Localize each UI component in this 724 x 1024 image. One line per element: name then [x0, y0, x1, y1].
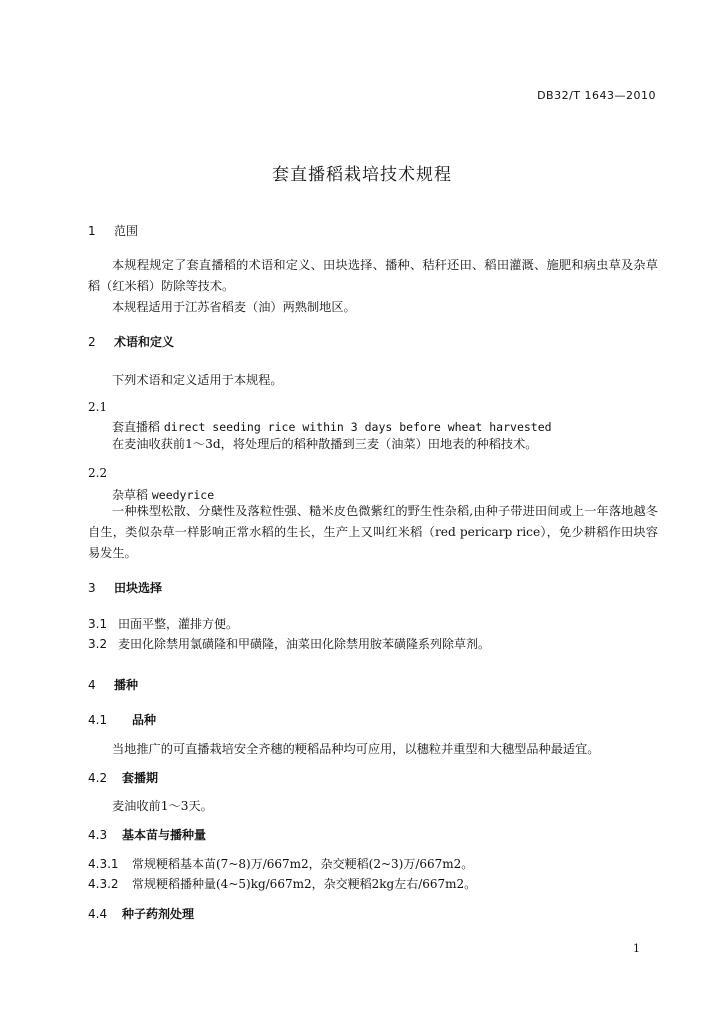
section-4-heading — [88, 676, 138, 693]
term-2-2-number: 2.2 — [88, 466, 108, 480]
section-2-heading — [88, 333, 174, 350]
subsection-4-1-heading — [88, 711, 156, 728]
section-title: 术语和定义 — [114, 335, 175, 349]
definitions-intro: 下列术语和定义适用于本规程。 — [112, 373, 283, 387]
section-number: 4 — [88, 678, 96, 692]
field-item-3-2 — [88, 635, 490, 652]
section-number: 1 — [88, 224, 96, 238]
item-text: 常规粳稻基本苗(7~8)万/667m2，杂交粳稻(2~3)万/667m2。 — [132, 857, 474, 871]
subsection-title: 种子药剂处理 — [122, 907, 195, 921]
item-number: 3.2 — [88, 637, 108, 651]
term-en: weedyrice — [151, 488, 215, 502]
subsection-4-3-heading — [88, 826, 206, 843]
subsection-title: 品种 — [132, 713, 157, 727]
subsection-number: 4.3 — [88, 828, 108, 842]
item-number: 3.1 — [88, 617, 108, 631]
scope-paragraph-1: 本规程规定了套直播稻的术语和定义、田块选择、播种、秸秆还田、稻田灌溉、施肥和病虫草及杂草稻（红米稻）防除等技术。 — [88, 258, 658, 293]
subsection-4-4-heading — [88, 905, 194, 922]
item-number: 4.3.2 — [88, 877, 119, 891]
standard-code: DB32/T 1643—2010 — [537, 89, 656, 102]
subsection-title: 基本苗与播种量 — [122, 828, 207, 842]
term-en: direct seeding rice within 3 days before wheat harvested — [163, 420, 552, 434]
section-title: 范围 — [114, 224, 139, 238]
term-zh: 套直播稻 — [112, 420, 161, 434]
seedling-item-4-3-2 — [88, 875, 476, 892]
term-2-1-number: 2.1 — [88, 400, 108, 414]
field-item-3-1 — [88, 615, 238, 632]
term-2-1-definition: 在麦油收获前1～3d，将处理后的稻种散播到三麦（油菜）田地表的种稻技术。 — [112, 437, 538, 451]
section-title: 播种 — [114, 678, 139, 692]
seedling-item-4-3-1 — [88, 855, 473, 872]
section-number: 3 — [88, 581, 96, 595]
term-2-1-name — [112, 418, 552, 435]
item-text: 田面平整，灌排方便。 — [118, 617, 239, 631]
section-1-heading — [88, 222, 138, 239]
item-text: 麦田化除禁用氯磺隆和甲磺隆，油菜田化除禁用胺苯磺隆系列除草剂。 — [118, 637, 491, 651]
item-number: 4.3.1 — [88, 857, 119, 871]
scope-paragraph-2: 本规程适用于江苏省稻麦（油）两熟制地区。 — [112, 300, 356, 314]
section-number: 2 — [88, 335, 96, 349]
subsection-number: 4.2 — [88, 771, 108, 785]
document-title: 套直播稻栽培技术规程 — [272, 165, 452, 185]
subsection-number: 4.1 — [88, 713, 108, 727]
section-title: 田块选择 — [114, 581, 163, 595]
page-number: 1 — [633, 942, 640, 955]
section-3-heading — [88, 579, 162, 596]
subsection-4-2-heading — [88, 769, 158, 786]
sowing-date-paragraph: 麦油收前1～3天。 — [112, 799, 213, 813]
term-zh: 杂草稻 — [112, 488, 149, 502]
subsection-number: 4.4 — [88, 907, 108, 921]
subsection-title: 套播期 — [122, 771, 159, 785]
item-text: 常规粳稻播种量(4~5)kg/667m2，杂交粳稻2kg左右/667m2。 — [132, 877, 477, 891]
variety-paragraph: 当地推广的可直播栽培安全齐穗的粳稻品种均可应用，以穗粒并重型和大穗型品种最适宜。 — [112, 742, 600, 756]
term-2-2-definition: 一种株型松散、分蘖性及落粒性强、糙米皮色微紫红的野生性杂稻,由种子带进田间或上一年落地越冬自生，类似杂草一样影响正常水稻的生长，生产上又叫红米稻（red pericarp rice），免少耕稻作田块容易发生。 — [88, 504, 658, 560]
